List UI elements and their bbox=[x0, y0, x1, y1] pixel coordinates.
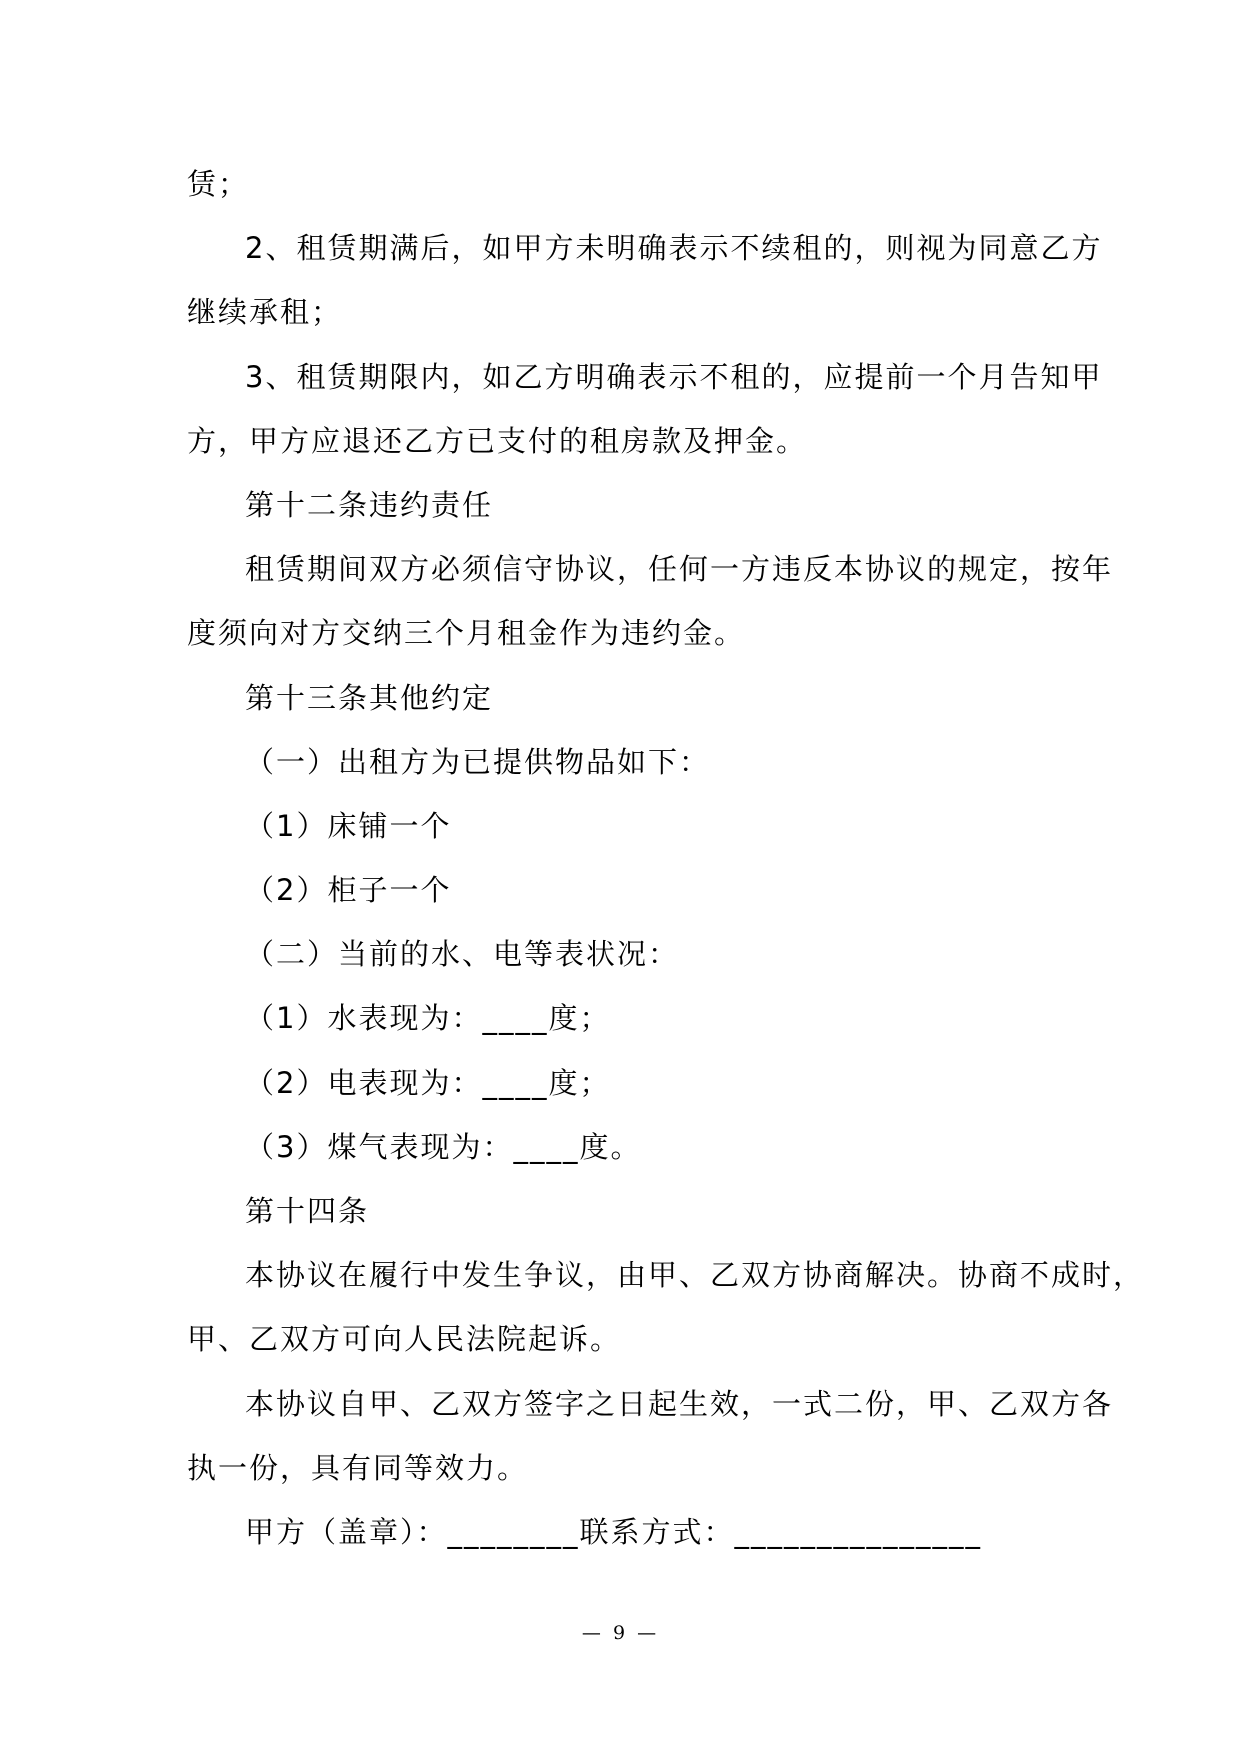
text-line: 执一份，具有同等效力。 bbox=[187, 1450, 529, 1485]
text-line: 度须向对方交纳三个月租金作为违约金。 bbox=[187, 616, 746, 651]
list-item: （1）床铺一个 bbox=[245, 808, 452, 843]
text-line: （二）当前的水、电等表状况： bbox=[245, 937, 680, 972]
list-item: （2）柜子一个 bbox=[245, 873, 452, 908]
text-line: 租赁期间双方必须信守协议，任何一方违反本协议的规定，按年 bbox=[245, 552, 1114, 587]
text-line: 方，甲方应退还乙方已支付的租房款及押金。 bbox=[187, 423, 808, 458]
text-line: 本协议在履行中发生争议，由甲、乙双方协商解决。协商不成时， bbox=[245, 1258, 1145, 1293]
list-item: （3）煤气表现为：____度。 bbox=[245, 1129, 642, 1164]
text-line: 赁； bbox=[187, 167, 250, 201]
section-heading: 第十二条违约责任 bbox=[245, 487, 494, 522]
document-body bbox=[187, 152, 1145, 1564]
signature-line: 甲方（盖章）：________联系方式：_______________ bbox=[245, 1514, 983, 1549]
page-number: — 9 — bbox=[581, 1622, 660, 1644]
text-line: 本协议自甲、乙双方签字之日起生效，一式二份，甲、乙双方各 bbox=[245, 1386, 1114, 1421]
text-line: 继续承租； bbox=[187, 295, 343, 330]
list-item: （2）电表现为：____度； bbox=[245, 1065, 611, 1100]
list-item: （1）水表现为：____度； bbox=[245, 1001, 611, 1036]
text-line: （一）出租方为已提供物品如下： bbox=[245, 744, 711, 779]
text-line: 甲、乙双方可向人民法院起诉。 bbox=[187, 1322, 622, 1357]
text-line: 2、租赁期满后，如甲方未明确表示不续租的，则视为同意乙方 bbox=[245, 231, 1103, 266]
text-line: 3、租赁期限内，如乙方明确表示不租的，应提前一个月告知甲 bbox=[245, 359, 1103, 394]
section-heading: 第十三条其他约定 bbox=[245, 680, 494, 715]
section-heading: 第十四条 bbox=[245, 1194, 370, 1228]
